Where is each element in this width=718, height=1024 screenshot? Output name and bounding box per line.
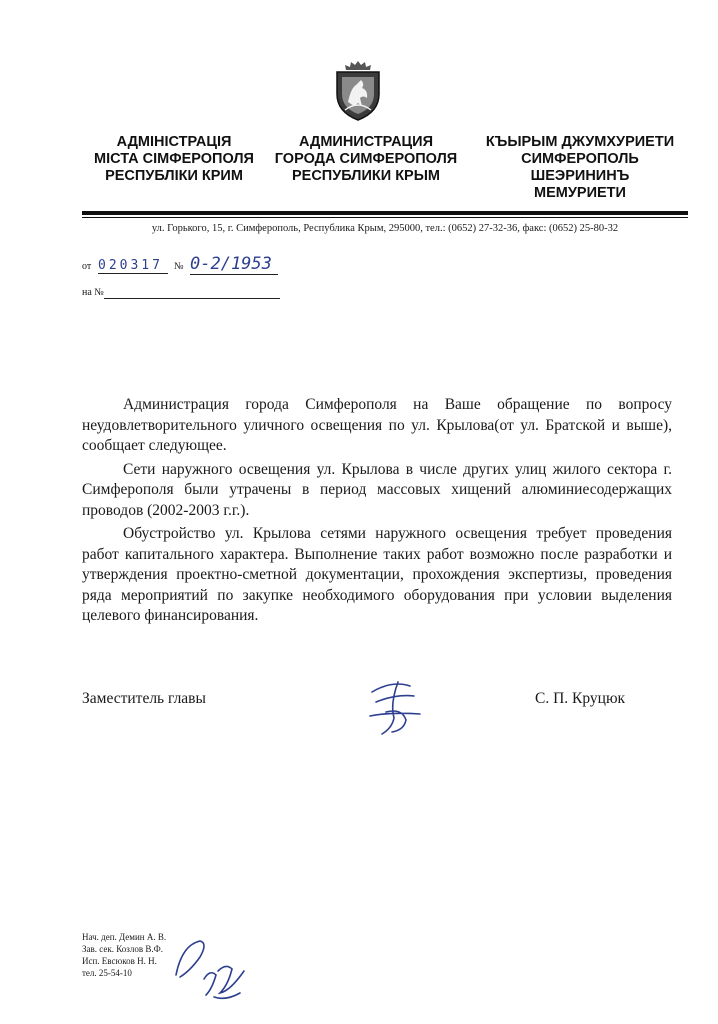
signatory-position: Заместитель главы bbox=[82, 690, 206, 707]
body-paragraph: Сети наружного освещения ул. Крылова в числе других улиц жилого сектора г. Симферополя были утрачены в период массовых хищений алюминиесодержащих проводов (2002-2003 г.г.). bbox=[82, 460, 672, 519]
date-prefix: от bbox=[82, 261, 92, 272]
body-paragraph: Обустройство ул. Крылова сетями наружного освещения требует проведения работ капитального характера. Выполнение таких работ возможно после разработки и утверждения проектно-сметной документации, прохождения экспертизы, проведения ряда мероприятий по закупке необходимого оборудования при условии выделения целевого финансирования. bbox=[82, 525, 672, 624]
header-divider-thin bbox=[82, 217, 688, 218]
header-russian bbox=[268, 134, 464, 185]
body-paragraph: Администрация города Симферополя на Ваше обращение по вопросу неудовлетворительного уличного освещения по ул. Крылова(от ул. Братской и выше), сообщает следующее. bbox=[82, 396, 672, 454]
address-line: ул. Горького, 15, г. Симферополь, Республика Крым, 295000, тел.: (0652) 27-32-36, факс: (0652) 25-80-32 bbox=[151, 223, 619, 234]
header-line: МЕМУРИЕТИ bbox=[534, 185, 626, 201]
signatory-name: С. П. Круцюк bbox=[535, 690, 626, 707]
header-line: МІСТА СІМФЕРОПОЛЯ bbox=[94, 151, 254, 167]
executor-info bbox=[82, 931, 166, 979]
header-line: ШЕЭРИНИНЪ bbox=[530, 168, 630, 184]
header-line: РЕСПУБЛИКИ КРЫМ bbox=[291, 168, 440, 184]
header-line: АДМИНИСТРАЦИЯ bbox=[298, 134, 433, 150]
coat-of-arms-icon bbox=[331, 58, 385, 122]
header-line: АДМІНІСТРАЦІЯ bbox=[116, 134, 232, 150]
header-line: ГОРОДА СИМФЕРОПОЛЯ bbox=[274, 151, 458, 167]
footer-line: тел. 25-54-10 bbox=[82, 968, 132, 978]
header-line: КЪЫРЫМ ДЖУМХУРИЕТИ bbox=[485, 134, 675, 150]
header-line: СИМФЕРОПОЛЬ bbox=[521, 151, 639, 167]
footer-line: Исп. Евсюков Н. Н. bbox=[82, 956, 157, 966]
header-divider-thick bbox=[82, 211, 688, 215]
header-crimean-tatar bbox=[474, 134, 686, 202]
reply-number-line bbox=[104, 298, 280, 299]
date-value: 020317 bbox=[98, 258, 168, 274]
footer-line: Зав. сек. Козлов В.Ф. bbox=[82, 944, 163, 954]
header-line: РЕСПУБЛІКИ КРИМ bbox=[105, 168, 243, 184]
footer-line: Нач. деп. Демин А. В. bbox=[82, 932, 167, 942]
number-value: 0-2/1953 bbox=[190, 254, 278, 275]
letter-body bbox=[82, 395, 672, 630]
reply-reference bbox=[82, 287, 280, 301]
number-prefix: № bbox=[174, 261, 184, 272]
header-ukrainian bbox=[80, 134, 268, 185]
approval-initials bbox=[170, 935, 250, 1007]
reply-prefix: на № bbox=[82, 287, 104, 298]
handwritten-signature bbox=[362, 672, 432, 742]
